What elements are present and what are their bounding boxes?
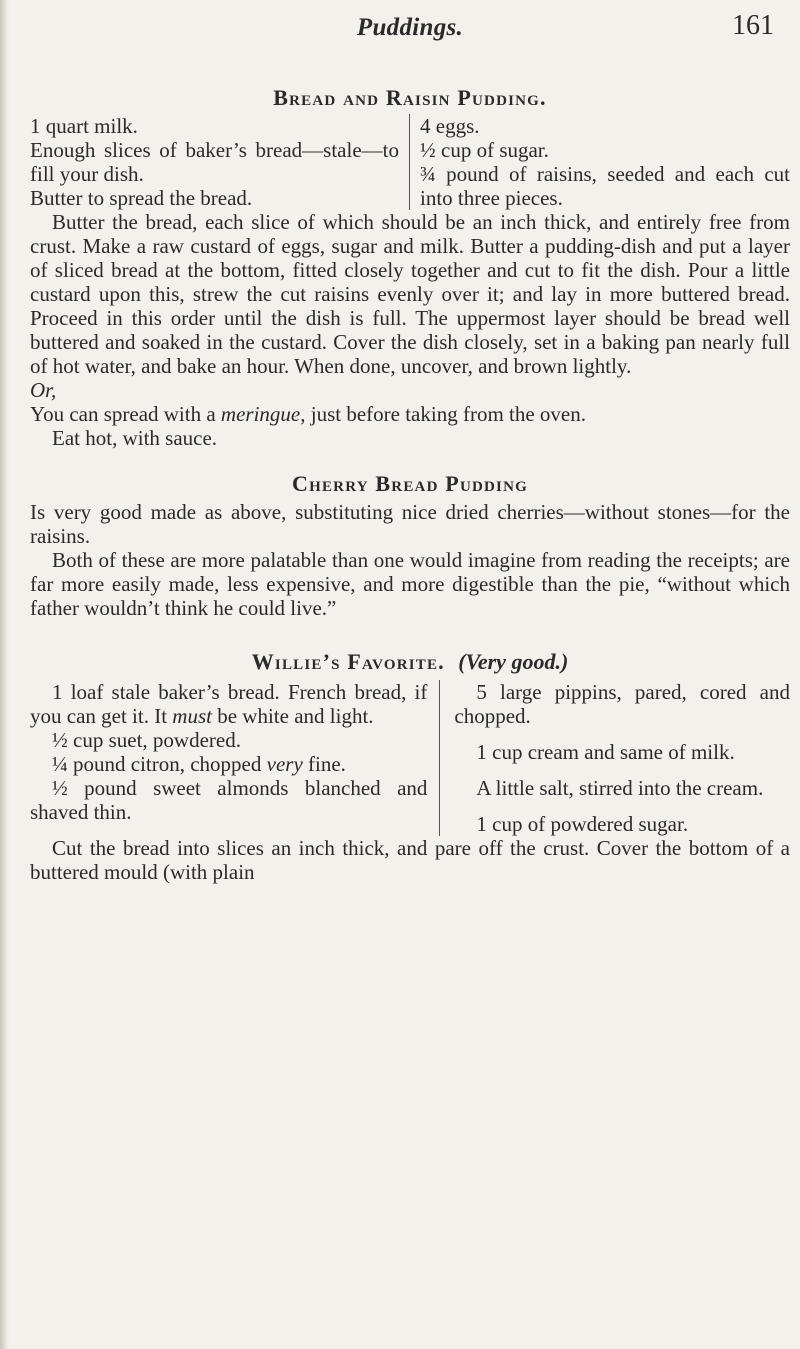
directions-bread-raisin — [30, 210, 790, 450]
ingredient-item: 4 eggs. — [420, 114, 480, 138]
alt-text-end: , just before taking from the oven. — [300, 402, 587, 426]
ingredient-item: ½ pound sweet almonds blanched and shaved thin. — [30, 776, 428, 824]
ingredient-item: ½ cup suet, powdered. — [52, 728, 241, 752]
alternative-paragraph — [30, 402, 790, 426]
ingredient-item: Butter to spread the bread. — [30, 186, 253, 210]
willies-subtitle: (Very good.) — [458, 649, 569, 674]
serve-note: Eat hot, with sauce. — [52, 426, 218, 450]
ingredient-item: 1 cup cream and same of milk. — [476, 740, 735, 764]
cherry-text — [30, 500, 790, 620]
ingredient-text: 1 loaf stale baker’s bread. French bread, if you can get it. It — [30, 680, 428, 728]
ingredient-item: ¾ pound of raisins, seeded and each cut into three pieces. — [420, 162, 790, 210]
willies-left-column — [30, 680, 440, 836]
ingredient-text: ¼ pound citron, chopped — [52, 752, 267, 776]
willies-title: Willie’s Favorite. — [251, 649, 445, 674]
ingredient-item: 1 quart milk. — [30, 114, 138, 138]
ingredient-item: 1 cup of powdered sugar. — [476, 812, 689, 836]
ingredient-item: Enough slices of baker’s bread—stale—to fill your dish. — [30, 138, 399, 186]
page-gutter-shadow — [0, 0, 10, 1349]
book-page — [30, 0, 790, 884]
recipe-title-bread-raisin: Bread and Raisin Pudding. — [273, 85, 547, 110]
running-head — [30, 0, 790, 48]
page-number: 161 — [732, 10, 774, 41]
alt-text-start: You can spread with a — [30, 402, 221, 426]
cherry-paragraph-2: Both of these are more palatable than one would imagine from reading the receipts; are far more easily made, less expensive, and more digestible than the pie, “without which father wouldn’t think he could live.” — [30, 548, 790, 620]
recipe-title-willies-favorite — [30, 650, 790, 674]
recipe-title-cherry: Cherry Bread Pudding — [292, 471, 528, 496]
meringue-term: meringue — [220, 402, 301, 426]
ingredient-text: be white and light. — [211, 704, 374, 728]
cherry-paragraph-1: Is very good made as above, substituting nice dried cherries—without stones—for the raisins. — [30, 500, 790, 548]
ingredients-willies — [30, 680, 790, 836]
ingredient-item: A little salt, stirred into the cream. — [476, 776, 764, 800]
ingredient-text: fine. — [302, 752, 346, 776]
directions-paragraph: Butter the bread, each slice of which should be an inch thick, and entirely free from crust. Make a raw custard of eggs, sugar and milk. Butter a pudding-dish and put a layer of sliced bread at the bottom, fitted closely together and cut to fit the dish. Pour a little custard upon this, strew the cut raisins evenly over it; and lay in more buttered bread. Proceed in this order until the dish is full. The uppermost layer should be bread well buttered and soaked in the custard. Cover the dish closely, set in a baking pan nearly full of hot water, and bake an hour. When done, uncover, and brown lightly. — [30, 210, 790, 378]
ingredients-left-column — [30, 114, 410, 210]
ingredient-item: 5 large pippins, pared, cored and chopped. — [454, 680, 790, 728]
running-head-title: Puddings. — [356, 14, 464, 41]
willies-directions: Cut the bread into slices an inch thick, and pare off the crust. Cover the bottom of a buttered mould (with plain — [30, 836, 790, 884]
or-label: Or, — [30, 378, 57, 402]
ingredient-item — [30, 752, 427, 776]
ingredients-right-column — [410, 114, 790, 210]
ingredients-bread-raisin — [30, 114, 790, 210]
emphasis: very — [266, 752, 303, 776]
ingredient-item — [30, 680, 427, 728]
willies-right-column — [440, 680, 790, 836]
emphasis: must — [172, 704, 212, 728]
directions-willies — [30, 836, 790, 884]
ingredient-item: ½ cup of sugar. — [420, 138, 549, 162]
